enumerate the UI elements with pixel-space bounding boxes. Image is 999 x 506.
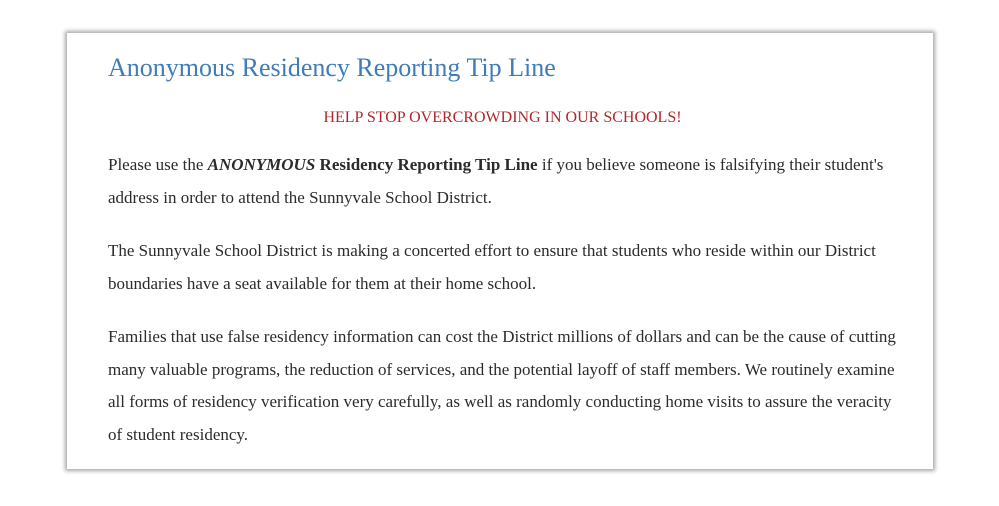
- intro-paragraph: [108, 149, 897, 214]
- alert-banner-text: HELP STOP OVERCROWDING IN OUR SCHOOLS!: [323, 109, 682, 126]
- intro-suffix-text: if you believe someone is falsifying their student's address in order to attend the Sunnyvale School District.: [108, 155, 884, 207]
- cost-paragraph: Families that use false residency information can cost the District millions of dollars and can be the cause of cutting many valuable programs, the reduction of services, and the potential layoff of staff members. We routinely examine all forms of residency verification very carefully, as well as randomly conducting home visits to assure the veracity of student residency.: [108, 327, 896, 444]
- intro-prefix-text: Please use the: [108, 155, 208, 174]
- district-effort-paragraph: The Sunnyvale School District is making a concerted effort to ensure that students who reside within our District boundaries have a seat available for them at their home school.: [108, 241, 876, 293]
- tip-line-name-text: Residency Reporting Tip Line: [319, 155, 538, 174]
- anonymous-emphasis-text: ANONYMOUS: [207, 155, 316, 174]
- content-card: [67, 33, 933, 469]
- page-title: Anonymous Residency Reporting Tip Line: [108, 53, 556, 82]
